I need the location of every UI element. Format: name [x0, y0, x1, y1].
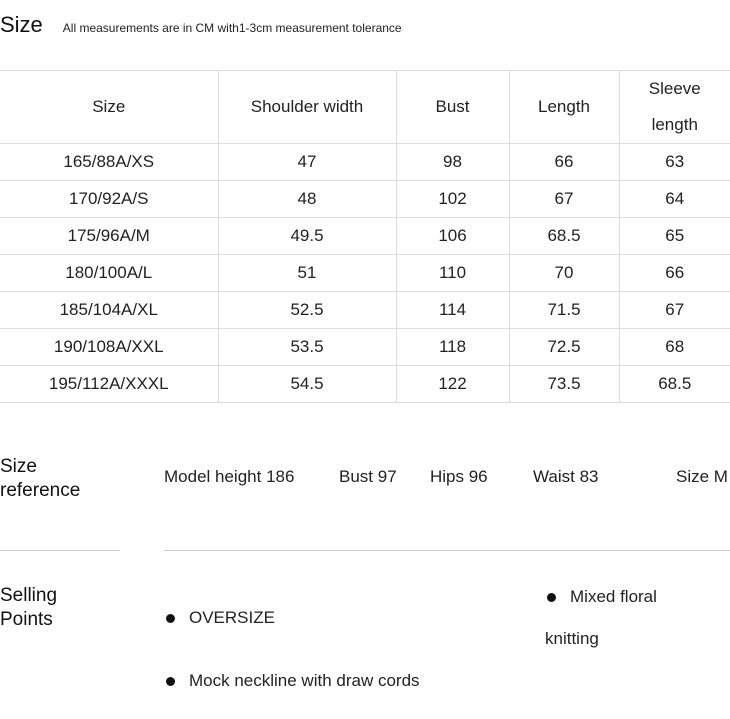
selling-point-item	[166, 608, 275, 628]
model-hips: Hips 96	[430, 467, 488, 486]
table-cell: 66	[619, 255, 730, 292]
column-header-sleeve-length	[619, 71, 730, 144]
bullet-icon	[166, 614, 175, 623]
table-cell: 68.5	[509, 218, 619, 255]
table-cell: 195/112A/XXXL	[0, 366, 218, 403]
table-cell: 122	[396, 366, 509, 403]
selling-point-item	[547, 587, 657, 607]
model-bust: Bust 97	[339, 467, 397, 486]
table-cell: 73.5	[509, 366, 619, 403]
table-cell: 175/96A/M	[0, 218, 218, 255]
size-table	[0, 70, 730, 403]
selling-point-text: Mock neckline with draw cords	[189, 671, 420, 690]
table-cell: 72.5	[509, 329, 619, 366]
table-cell: 190/108A/XXL	[0, 329, 218, 366]
bullet-icon	[166, 677, 175, 686]
size-header	[0, 12, 402, 38]
table-row	[0, 181, 730, 218]
table-cell: 70	[509, 255, 619, 292]
table-cell: 47	[218, 144, 396, 181]
sleeve-length-label: Sleeve length	[648, 79, 701, 134]
measurement-note: All measurements are in CM with1-3cm measurement tolerance	[62, 21, 402, 35]
column-header-bust: Bust	[396, 71, 509, 144]
table-cell: 53.5	[218, 329, 396, 366]
table-row	[0, 255, 730, 292]
table-header-row	[0, 71, 730, 144]
table-row	[0, 218, 730, 255]
table-cell: 68	[619, 329, 730, 366]
table-cell: 48	[218, 181, 396, 218]
selling-point-text: Mixed floral	[570, 587, 657, 606]
column-header-shoulder-width: Shoulder width	[218, 71, 396, 144]
selling-point-item	[166, 671, 420, 691]
size-reference-label-line1: Size	[0, 456, 37, 477]
model-waist: Waist 83	[533, 467, 599, 486]
model-height: Model height 186	[164, 467, 295, 486]
divider-left	[0, 550, 120, 551]
table-cell: 49.5	[218, 218, 396, 255]
table-cell: 52.5	[218, 292, 396, 329]
table-cell: 51	[218, 255, 396, 292]
table-row	[0, 366, 730, 403]
column-header-size: Size	[0, 71, 218, 144]
table-cell: 54.5	[218, 366, 396, 403]
table-cell: 64	[619, 181, 730, 218]
table-cell: 114	[396, 292, 509, 329]
table-cell: 98	[396, 144, 509, 181]
table-cell: 65	[619, 218, 730, 255]
table-cell: 185/104A/XL	[0, 292, 218, 329]
table-cell: 170/92A/S	[0, 181, 218, 218]
table-cell: 66	[509, 144, 619, 181]
selling-point-text-continued: knitting	[545, 629, 599, 648]
divider-right	[164, 550, 730, 551]
table-cell: 71.5	[509, 292, 619, 329]
selling-points-label-line2: Points	[0, 609, 53, 630]
page-title: Size	[0, 12, 43, 37]
model-size: Size M	[676, 467, 728, 486]
selling-points-label-line1: Selling	[0, 585, 58, 606]
table-cell: 118	[396, 329, 509, 366]
table-cell: 106	[396, 218, 509, 255]
column-header-length: Length	[509, 71, 619, 144]
table-cell: 102	[396, 181, 509, 218]
selling-points-label	[0, 584, 57, 632]
selling-point-text: OVERSIZE	[189, 608, 275, 627]
table-row	[0, 292, 730, 329]
table-cell: 68.5	[619, 366, 730, 403]
table-row	[0, 329, 730, 366]
table-cell: 67	[509, 181, 619, 218]
table-cell: 180/100A/L	[0, 255, 218, 292]
size-reference-label	[0, 455, 80, 503]
table-cell: 165/88A/XS	[0, 144, 218, 181]
table-cell: 110	[396, 255, 509, 292]
bullet-icon	[547, 593, 556, 602]
table-row	[0, 144, 730, 181]
table-cell: 63	[619, 144, 730, 181]
size-reference-label-line2: reference	[0, 480, 81, 501]
table-cell: 67	[619, 292, 730, 329]
